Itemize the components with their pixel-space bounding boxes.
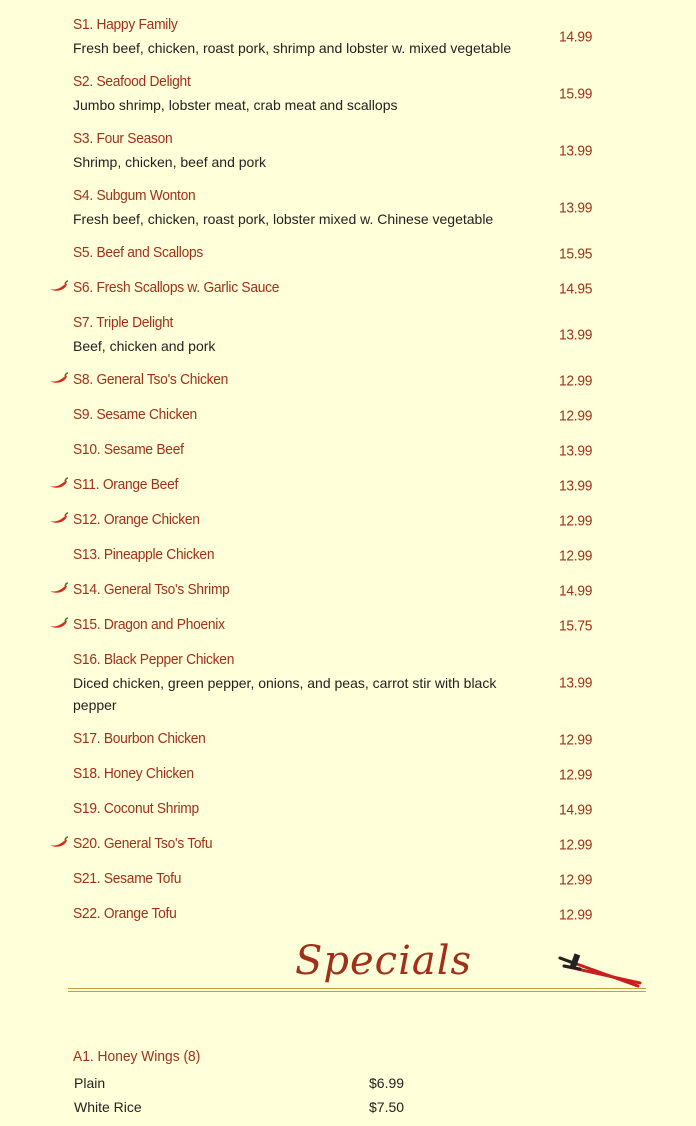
chili-pepper-icon [49,836,69,848]
menu-item-name: S11. Orange Beef [73,476,179,493]
appetizer-option-price: $7.50 [369,1099,405,1115]
menu-item [0,278,696,300]
menu-item-name: S20. General Tso's Tofu [73,835,213,852]
specials-header [68,938,646,994]
menu-item-name: S8. General Tso's Chicken [73,371,229,388]
menu-item-price: 12.99 [559,407,593,425]
appetizer-title: A1. Honey Wings (8) [73,1048,201,1065]
menu-item [0,615,696,637]
menu-item-name: S4. Subgum Wonton [73,187,196,204]
menu-item [0,405,696,427]
menu-item-description: Beef, chicken and pork [73,338,216,354]
menu-item-name: S2. Seafood Delight [73,73,191,90]
menu-item-name: S16. Black Pepper Chicken [73,651,235,668]
menu-item [0,834,696,856]
menu-item [0,475,696,497]
menu-item-price: 15.95 [559,245,593,263]
menu-item-name: S10. Sesame Beef [73,441,184,458]
appetizer-option-label: White Rice [74,1099,142,1115]
menu-item [0,370,696,392]
menu-item-description: Jumbo shrimp, lobster meat, crab meat and scallops [73,97,398,113]
menu-item [0,545,696,567]
menu-item-price: 13.99 [559,142,593,160]
menu-item [0,72,696,116]
menu-item-price: 13.99 [559,199,593,217]
menu-item-description: Diced chicken, green pepper, onions, and peas, carrot stir with black pepper [73,675,497,713]
menu-item-price: 13.99 [559,477,593,495]
menu-item-price: 12.99 [559,766,593,784]
menu-item-name: S7. Triple Delight [73,314,174,331]
menu-item-name: S17. Bourbon Chicken [73,730,206,747]
menu-item-name: S3. Four Season [73,130,173,147]
menu-item-price: 14.99 [559,28,593,46]
chili-pepper-icon [49,617,69,629]
menu-item [0,869,696,891]
menu-item [0,764,696,786]
menu-item-name: S13. Pineapple Chicken [73,546,215,563]
menu-item-name: S12. Orange Chicken [73,511,200,528]
menu-item [0,440,696,462]
menu-item [0,904,696,926]
menu-item-price: 14.99 [559,801,593,819]
menu-item-name: S5. Beef and Scallops [73,244,204,261]
menu-item-price: 14.99 [559,582,593,600]
menu-item-name: S14. General Tso's Shrimp [73,581,230,598]
menu-item-description: Fresh beef, chicken, roast pork, shrimp and lobster w. mixed vegetable [73,40,512,56]
menu-item-price: 12.99 [559,512,593,530]
menu-item-price: 13.99 [559,674,593,692]
menu-item-price: 12.99 [559,906,593,924]
menu-item-price: 13.99 [559,326,593,344]
menu-item-name: S21. Sesame Tofu [73,870,182,887]
menu-item [0,510,696,532]
appetizer-option-price: $6.99 [369,1075,405,1091]
chili-pepper-icon [49,582,69,594]
menu-item-description: Fresh beef, chicken, roast pork, lobster mixed w. Chinese vegetable [73,211,494,227]
menu-item [0,313,696,357]
menu-item-price: 12.99 [559,836,593,854]
menu-item-name: S22. Orange Tofu [73,905,177,922]
chili-pepper-icon [49,477,69,489]
chili-pepper-icon [49,512,69,524]
chili-pepper-icon [49,372,69,384]
chopsticks-icon [558,952,642,992]
menu-item [0,799,696,821]
menu-item [0,580,696,602]
menu-item-price: 12.99 [559,731,593,749]
menu-item-price: 12.99 [559,871,593,889]
menu-item-description: Shrimp, chicken, beef and pork [73,154,266,170]
menu-item [0,129,696,173]
menu-item [0,650,696,716]
menu-item-price: 12.99 [559,372,593,390]
menu-item-name: S9. Sesame Chicken [73,406,197,423]
menu-item-name: S15. Dragon and Phoenix [73,616,225,633]
menu-item-name: S6. Fresh Scallops w. Garlic Sauce [73,279,280,296]
menu-item-name: S18. Honey Chicken [73,765,194,782]
menu-item [0,186,696,230]
menu-item [0,15,696,59]
menu-item-price: 13.99 [559,442,593,460]
menu-item [0,243,696,265]
menu-item-name: S19. Coconut Shrimp [73,800,199,817]
menu-item-price: 15.99 [559,85,593,103]
menu-item-price: 14.95 [559,280,593,298]
menu-item [0,729,696,751]
chili-pepper-icon [49,280,69,292]
menu-item-price: 12.99 [559,547,593,565]
menu-item-name: S1. Happy Family [73,16,178,33]
specials-title: Specials [295,938,473,984]
appetizer-option-label: Plain [74,1075,106,1091]
menu-item-price: 15.75 [559,617,593,635]
